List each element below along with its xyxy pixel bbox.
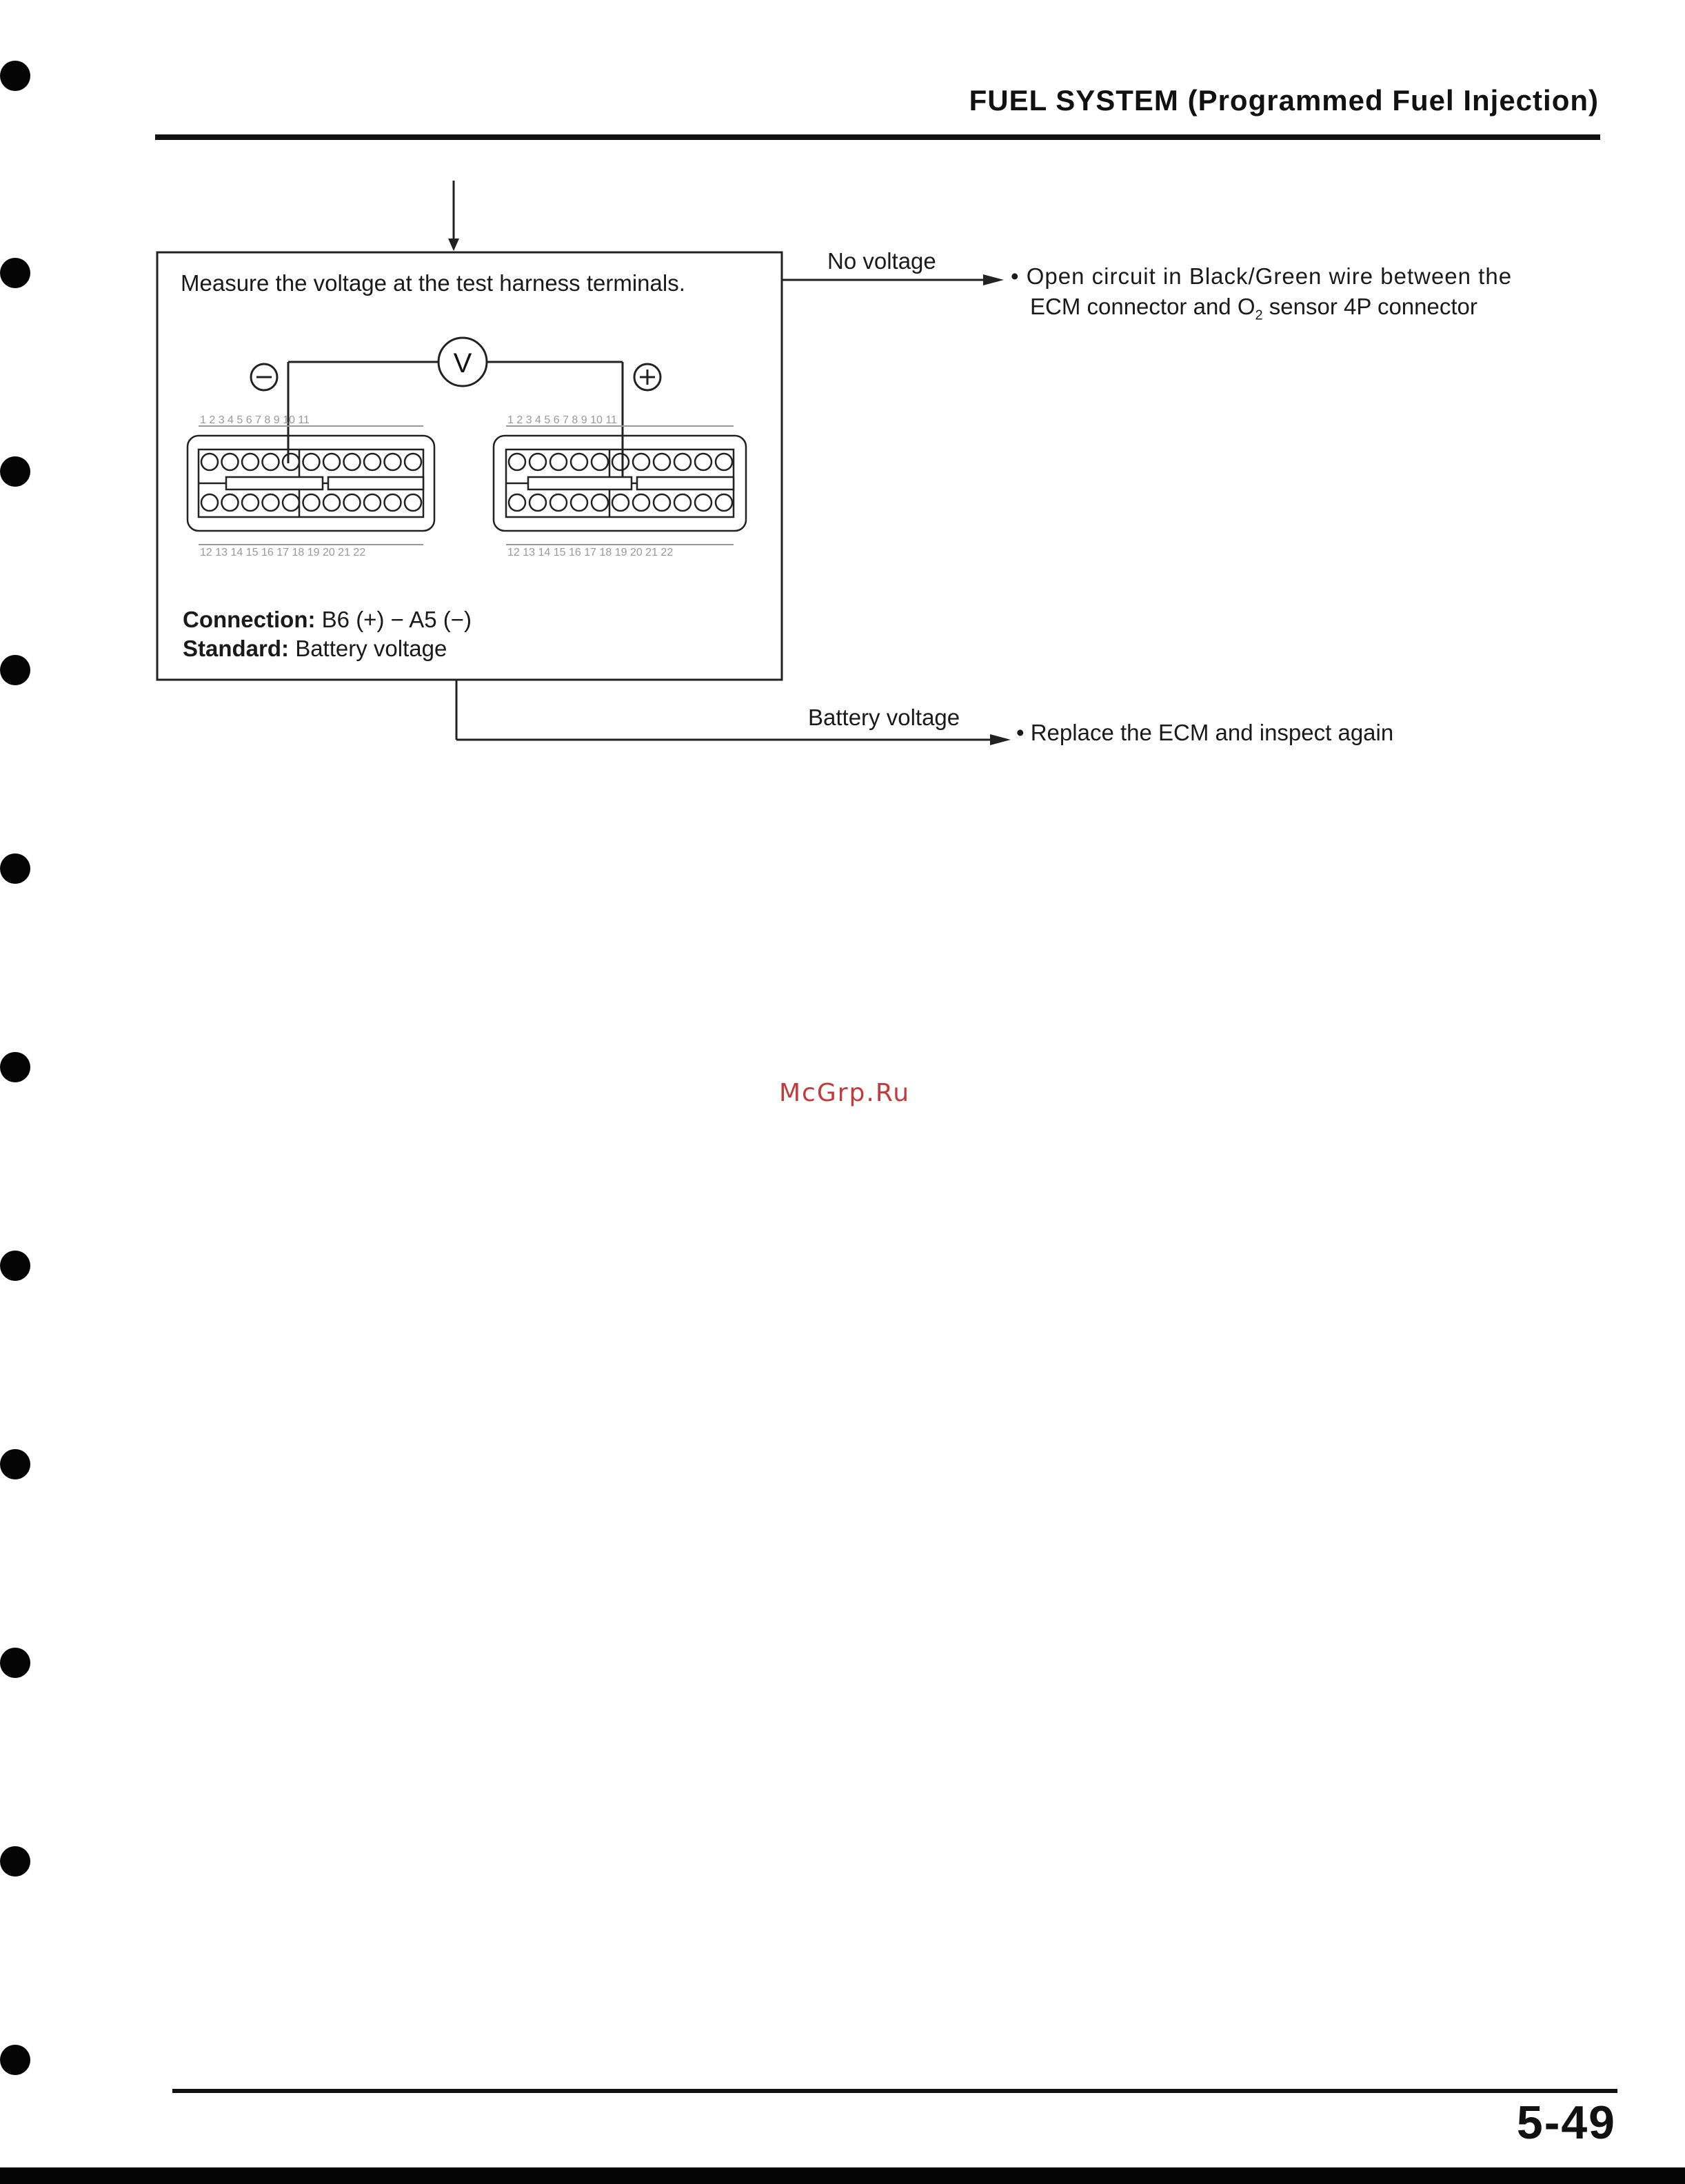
no-voltage-result-line1: • Open circuit in Black/Green wire between the [1011, 263, 1513, 289]
terminal-pin [385, 454, 401, 470]
terminal-pin [263, 494, 279, 511]
terminal-pin [222, 494, 239, 511]
connector-icon [494, 436, 746, 531]
bottom-border [0, 2167, 1685, 2184]
arrow-icon [990, 734, 1011, 745]
terminal-pin [509, 494, 525, 511]
no-voltage-condition: No voltage [827, 248, 936, 274]
terminal-pin [654, 454, 670, 470]
terminal-pin [654, 494, 670, 511]
connection-label: Connection: [183, 607, 316, 632]
terminal-pin [695, 454, 712, 470]
terminal-pin [633, 454, 649, 470]
terminal-pin [344, 494, 361, 511]
standard-value: Battery voltage [295, 636, 447, 661]
terminal-pin [303, 454, 320, 470]
terminal-pin [263, 454, 279, 470]
connector-a-top-numbers: 1 2 3 4 5 6 7 8 9 10 11 [200, 414, 310, 426]
battery-voltage-result: • Replace the ECM and inspect again [1016, 720, 1394, 745]
terminal-pin [323, 494, 340, 511]
standard-spec [183, 636, 447, 662]
terminal-pin [716, 494, 732, 511]
footer-rule [172, 2089, 1617, 2093]
terminal-pin [716, 454, 732, 470]
terminal-pin [674, 454, 691, 470]
terminal-pin [592, 494, 608, 511]
terminal-pin [571, 494, 587, 511]
connector-a-bottom-numbers: 12 13 14 15 16 17 18 19 20 21 22 [200, 547, 366, 558]
watermark: McGrp.Ru [779, 1079, 911, 1107]
terminal-pin [405, 494, 421, 511]
standard-label: Standard: [183, 636, 290, 661]
terminal-pin [242, 494, 259, 511]
terminal-pin [550, 454, 567, 470]
terminal-pin [674, 494, 691, 511]
terminal-pin [633, 494, 649, 511]
terminal-pin [550, 494, 567, 511]
connector-icon [188, 436, 434, 531]
terminal-pin [364, 494, 381, 511]
terminal-pin [612, 494, 629, 511]
terminal-pin [283, 454, 299, 470]
page-title: FUEL SYSTEM (Programmed Fuel Injection) [969, 84, 1599, 117]
terminal-pin [612, 454, 629, 470]
terminal-pin [303, 494, 320, 511]
battery-voltage-condition: Battery voltage [808, 705, 960, 730]
arrow-icon [983, 274, 1004, 285]
arrow-icon [448, 239, 459, 251]
connection-spec [183, 607, 472, 633]
terminal-pin [509, 454, 525, 470]
connector-b-bottom-numbers: 12 13 14 15 16 17 18 19 20 21 22 [507, 547, 674, 558]
terminal-pin [571, 454, 587, 470]
terminal-pin [529, 494, 546, 511]
terminal-pin [344, 454, 361, 470]
terminal-pin [385, 494, 401, 511]
terminal-pin [323, 454, 340, 470]
connector-b-top-numbers: 1 2 3 4 5 6 7 8 9 10 11 [507, 414, 617, 426]
terminal-pin [201, 454, 218, 470]
voltmeter-label: V [453, 348, 472, 378]
terminal-pin [695, 494, 712, 511]
page-number: 5-49 [1516, 2096, 1616, 2149]
no-voltage-result-line2: ECM connector and $O_2$ sensor 4P connector [1030, 294, 1477, 323]
terminal-pin [283, 494, 299, 511]
terminal-pin [242, 454, 259, 470]
step-instruction: Measure the voltage at the test harness terminals. [181, 270, 685, 296]
terminal-pin [201, 494, 218, 511]
connection-value: B6 (+) − A5 (−) [321, 607, 472, 632]
terminal-pin [364, 454, 381, 470]
terminal-pin [529, 454, 546, 470]
terminal-pin [592, 454, 608, 470]
terminal-pin [222, 454, 239, 470]
terminal-pin [405, 454, 421, 470]
